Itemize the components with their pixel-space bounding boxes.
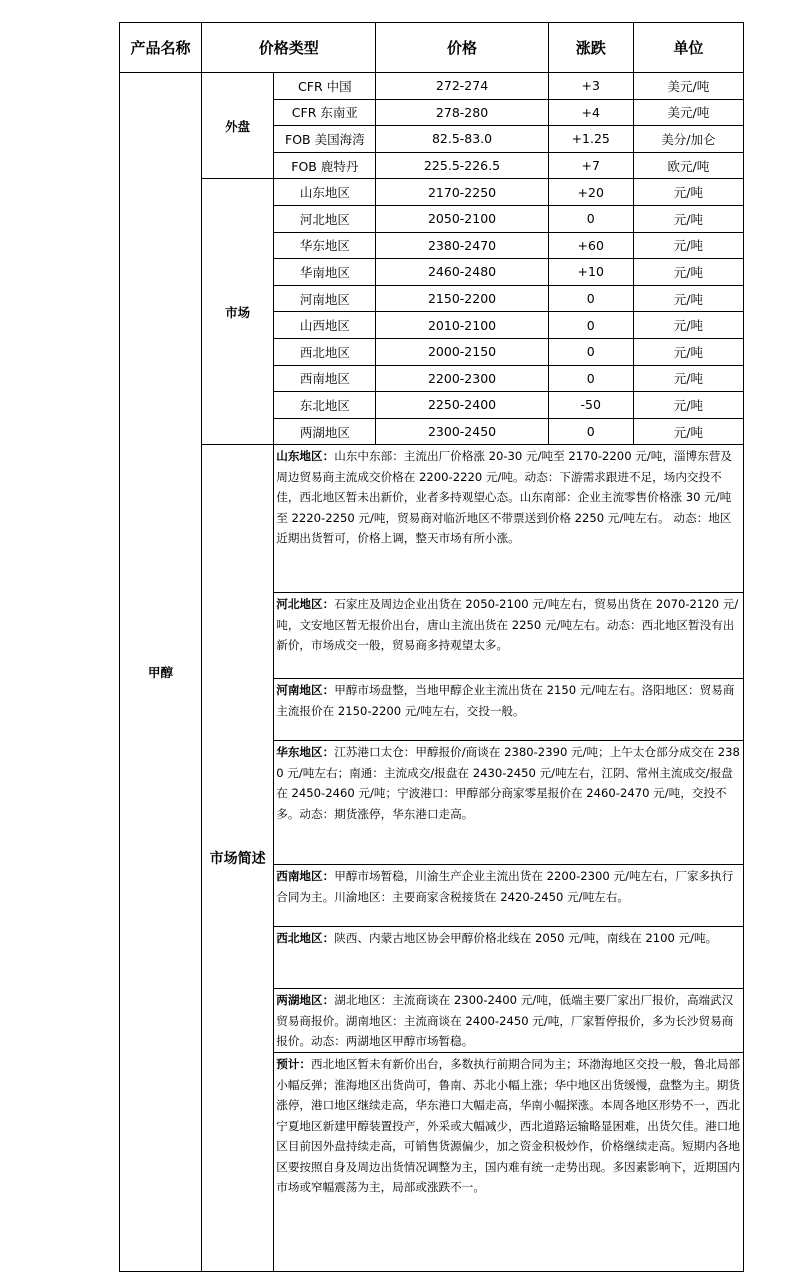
row-change: +4 [548, 99, 633, 126]
summary-row [120, 445, 744, 593]
table-row [120, 73, 744, 100]
outer-group-label: 外盘 [202, 73, 274, 179]
row-unit: 元/吨 [633, 285, 743, 312]
summary-text: 江苏港口太仓：甲醇报价/商谈在 2380-2390 元/吨；上午太仓部分成交在 2380 元/吨左右；南通：主流成交/报盘在 2430-2450 元/吨左右，江阴、常州主流成交/报盘在 2450-2460 元/吨；宁波港口：甲醇部分商家零星报价在 2460-2470 元/吨，交投不多。动态：期货涨停，华东港口走高。 [276, 745, 740, 821]
summary-text-cell [274, 445, 744, 593]
summary-text: 湖北地区：主流商谈在 2300-2400 元/吨，低端主要厂家出厂报价，高端武汉贸易商报价。湖南地区：主流商谈在 2400-2450 元/吨，厂家暂停报价，多为长沙贸易商报价。动态：两湖地区甲醇市场暂稳。 [276, 993, 734, 1049]
summary-text: 甲醇市场盘整，当地甲醇企业主流出货在 2150 元/吨左右。洛阳地区：贸易商主流报价在 2150-2200 元/吨左右，交投一般。 [276, 683, 735, 718]
row-price: 2000-2150 [376, 338, 548, 365]
row-price: 2150-2200 [376, 285, 548, 312]
summary-region-name: 山东地区： [276, 449, 335, 464]
row-name: 山东地区 [274, 179, 376, 206]
row-name: FOB 美国海湾 [274, 126, 376, 153]
row-price: 2380-2470 [376, 232, 548, 259]
summary-text: 甲醇市场暂稳，川渝生产企业主流出货在 2200-2300 元/吨左右，厂家多执行合同为主。川渝地区：主要商家含税接货在 2420-2450 元/吨左右。 [276, 869, 734, 904]
row-unit: 元/吨 [633, 205, 743, 232]
row-price: 2200-2300 [376, 365, 548, 392]
header-price: 价格 [376, 23, 548, 73]
row-price: 2170-2250 [376, 179, 548, 206]
market-group-label: 市场 [202, 179, 274, 445]
row-name: CFR 中国 [274, 73, 376, 100]
row-unit: 元/吨 [633, 365, 743, 392]
row-unit: 欧元/吨 [633, 152, 743, 179]
summary-region-name: 河南地区： [276, 683, 335, 698]
row-price: 2010-2100 [376, 312, 548, 339]
summary-text-cell [274, 865, 744, 927]
header-unit: 单位 [633, 23, 743, 73]
summary-text-cell [274, 741, 744, 865]
row-name: 东北地区 [274, 392, 376, 419]
summary-text-cell [274, 989, 744, 1053]
row-name: 华南地区 [274, 259, 376, 286]
row-change: 0 [548, 285, 633, 312]
row-name: 河南地区 [274, 285, 376, 312]
row-name: 两湖地区 [274, 418, 376, 445]
row-change: -50 [548, 392, 633, 419]
summary-region-name: 两湖地区： [276, 993, 335, 1008]
summary-group-label: 市场简述 [202, 445, 274, 1272]
header-change: 涨跌 [548, 23, 633, 73]
summary-region-name: 华东地区： [276, 745, 335, 760]
price-table [119, 22, 744, 1272]
row-name: 河北地区 [274, 205, 376, 232]
row-price: 2250-2400 [376, 392, 548, 419]
summary-text: 山东中东部：主流出厂价格涨 20-30 元/吨至 2170-2200 元/吨，淄博东营及周边贸易商主流成交价格在 2200-2220 元/吨。动态：下游需求跟进不足，场内交投不佳，西北地区暂未出新价，业者多持观望心态。山东南部：企业主流零售价格涨 30 元/吨至 2220-2250 元/吨，贸易商对临沂地区不带票送到价格 2250 元/吨左右。 动态：地区近期出货暂可，价格上调，整天市场有所小涨。 [276, 449, 732, 546]
product-name-cell: 甲醇 [120, 73, 202, 1272]
row-unit: 美元/吨 [633, 73, 743, 100]
row-change: 0 [548, 338, 633, 365]
row-unit: 元/吨 [633, 179, 743, 206]
row-price: 278-280 [376, 99, 548, 126]
row-change: +20 [548, 179, 633, 206]
summary-text-cell [274, 679, 744, 741]
row-unit: 美元/吨 [633, 99, 743, 126]
row-price: 82.5-83.0 [376, 126, 548, 153]
summary-text-cell [274, 593, 744, 679]
row-change: 0 [548, 365, 633, 392]
row-price: 225.5-226.5 [376, 152, 548, 179]
summary-text: 西北地区暂未有新价出台，多数执行前期合同为主；环渤海地区交投一般，鲁北局部小幅反弹；淮海地区出货尚可，鲁南、苏北小幅上涨；华中地区出货缓慢，盘整为主。期货涨停，港口地区继续走高，华东港口大幅走高，华南小幅探涨。本周各地区形势不一，西北宁夏地区新建甲醇装置投产，外采或大幅减少，西北道路运输略显困难，出货欠佳。港口地区目前因外盘持续走高，可销售货源偏少，加之资金积极炒作，价格继续走高。短期内各地区要按照自身及周边出货情况调整为主，国内难有统一走势出现。多因素影响下，近期国内市场或窄幅震荡为主，局部或涨跌不一。 [276, 1057, 741, 1195]
summary-text: 陕西、内蒙古地区协会甲醇价格北线在 2050 元/吨，南线在 2100 元/吨。 [334, 931, 718, 946]
row-name: CFR 东南亚 [274, 99, 376, 126]
row-price: 2460-2480 [376, 259, 548, 286]
summary-text-cell [274, 1053, 744, 1272]
row-unit: 元/吨 [633, 312, 743, 339]
row-change: +7 [548, 152, 633, 179]
row-name: 西南地区 [274, 365, 376, 392]
summary-text-cell [274, 927, 744, 989]
row-unit: 元/吨 [633, 259, 743, 286]
summary-region-name: 西北地区： [276, 931, 335, 946]
summary-region-name: 西南地区： [276, 869, 335, 884]
row-unit: 元/吨 [633, 418, 743, 445]
row-change: 0 [548, 418, 633, 445]
row-unit: 元/吨 [633, 232, 743, 259]
table-row [120, 179, 744, 206]
row-name: 西北地区 [274, 338, 376, 365]
row-price: 272-274 [376, 73, 548, 100]
row-change: 0 [548, 205, 633, 232]
summary-region-name: 预计： [276, 1057, 312, 1072]
row-price: 2050-2100 [376, 205, 548, 232]
row-change: +1.25 [548, 126, 633, 153]
header-price-type: 价格类型 [202, 23, 376, 73]
row-unit: 元/吨 [633, 338, 743, 365]
row-change: +60 [548, 232, 633, 259]
row-unit: 美分/加仑 [633, 126, 743, 153]
header-product: 产品名称 [120, 23, 202, 73]
summary-region-name: 河北地区： [276, 597, 335, 612]
row-change: +3 [548, 73, 633, 100]
row-name: FOB 鹿特丹 [274, 152, 376, 179]
row-change: +10 [548, 259, 633, 286]
row-change: 0 [548, 312, 633, 339]
row-price: 2300-2450 [376, 418, 548, 445]
row-name: 华东地区 [274, 232, 376, 259]
row-unit: 元/吨 [633, 392, 743, 419]
row-name: 山西地区 [274, 312, 376, 339]
header-row [120, 23, 744, 73]
summary-text: 石家庄及周边企业出货在 2050-2100 元/吨左右，贸易出货在 2070-2120 元/吨，文安地区暂无报价出台，唐山主流出货在 2250 元/吨左右。动态：西北地区暂没有出新价，市场成交一般，贸易商多持观望太多。 [276, 597, 739, 653]
